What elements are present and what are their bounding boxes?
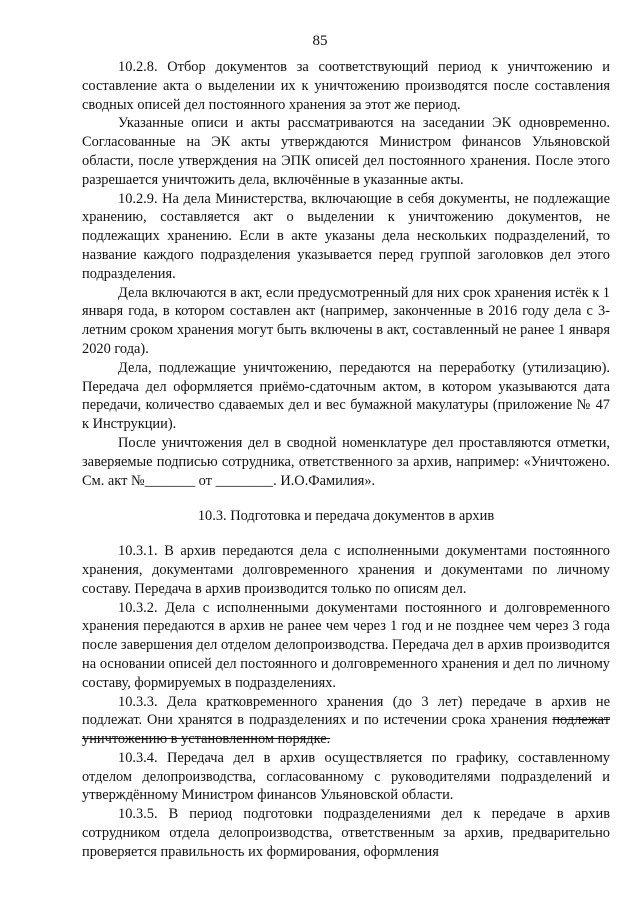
paragraph-10-3-2: 10.3.2. Дела с исполненными документами постоянного и долговременного хранения передаются в архив не ранее чем через 1 год и не позднее чем через 3 года после завершения дел отделом делопроизводства. Передача дел в архив производится на основании описей дел постоянного и долговременного хранения и дел по личному составу, формируемых в подразделениях.	[82, 599, 610, 691]
struck-text: подлежат уничтожению в установленном порядке.	[82, 712, 610, 748]
paragraph-recycling: Дела, подлежащие уничтожению, передаются на переработку (утилизацию). Передача дел оформляется приёмо-сдаточным актом, в котором указываются дата передачи, количество сдаваемых дел и вес бумажной макулатуры (приложение № 47 к Инструкции).	[82, 359, 610, 433]
paragraph-acts-review: Указанные описи и акты рассматриваются на заседании ЭК одновременно. Согласованные на ЭК акты утверждаются Министром финансов Ульяновской области, после утверждения на ЭПК описей дел постоянного хранения. После этого разрешается уничтожить дела, включённые в указанные акты.	[82, 115, 610, 188]
paragraph-10-2-9: 10.2.9. На дела Министерства, включающие в себя документы, не подлежащие хранению, составляется акт о выделении к уничтожению документов, не подлежащих хранению. Если в акте указаны дела нескольких подразделений, то название каждого подразделения указывается перед группой заголовков дел этого подразделения.	[82, 190, 610, 282]
paragraph-10-2-8: 10.2.8. Отбор документов за соответствующий период к уничтожению и составление акта о выделении их к уничтожению производятся после составления сводных описей дел постоянного хранения за этот же период.	[82, 59, 610, 113]
paragraph-10-3-1: 10.3.1. В архив передаются дела с исполненными документами постоянного хранения, документами долговременного хранения и документами по личному составу. Передача в архив производится только по описям дел.	[82, 543, 610, 597]
page-number: 85	[312, 33, 328, 49]
paragraph-destruction-mark: После уничтожения дел в сводной номенклатуре дел проставляются отметки, заверяемые подписью сотрудника, ответственного за архив, например: «Уничтожено. См. акт №_______ от ________. И.О.Фамилия».	[82, 434, 610, 489]
section-heading-10-3: 10.3. Подготовка и передача документов в архив	[197, 508, 495, 525]
paragraph-inclusion-rule: Дела включаются в акт, если предусмотренный для них срок хранения истёк к 1 января года, в котором составлен акт (например, законченные в 2016 году дела с 3-летним сроком хранения могут быть включены в акт, составленный не ранее 1 января 2020 года).	[82, 284, 610, 357]
paragraph-10-3-3	[82, 693, 610, 749]
document-body	[82, 58, 610, 862]
paragraph-10-3-5: 10.3.5. В период подготовки подразделениями дел к передаче в архив сотрудником отдела делопроизводства, ответственным за архив, предварительно проверяется правильность их формирования, оформления	[82, 806, 610, 860]
paragraph-10-3-4: 10.3.4. Передача дел в архив осуществляется по графику, составленному отделом делопроизводства, согласованному с руководителями подразделений и утверждённому Министром финансов Ульяновской области.	[82, 749, 610, 804]
paragraph-10-3-3-text: 10.3.3. Дела кратковременного хранения (до 3 лет) передаче в архив не подлежат. Они хранятся в подразделениях и по истечении срока хранения	[82, 693, 610, 729]
